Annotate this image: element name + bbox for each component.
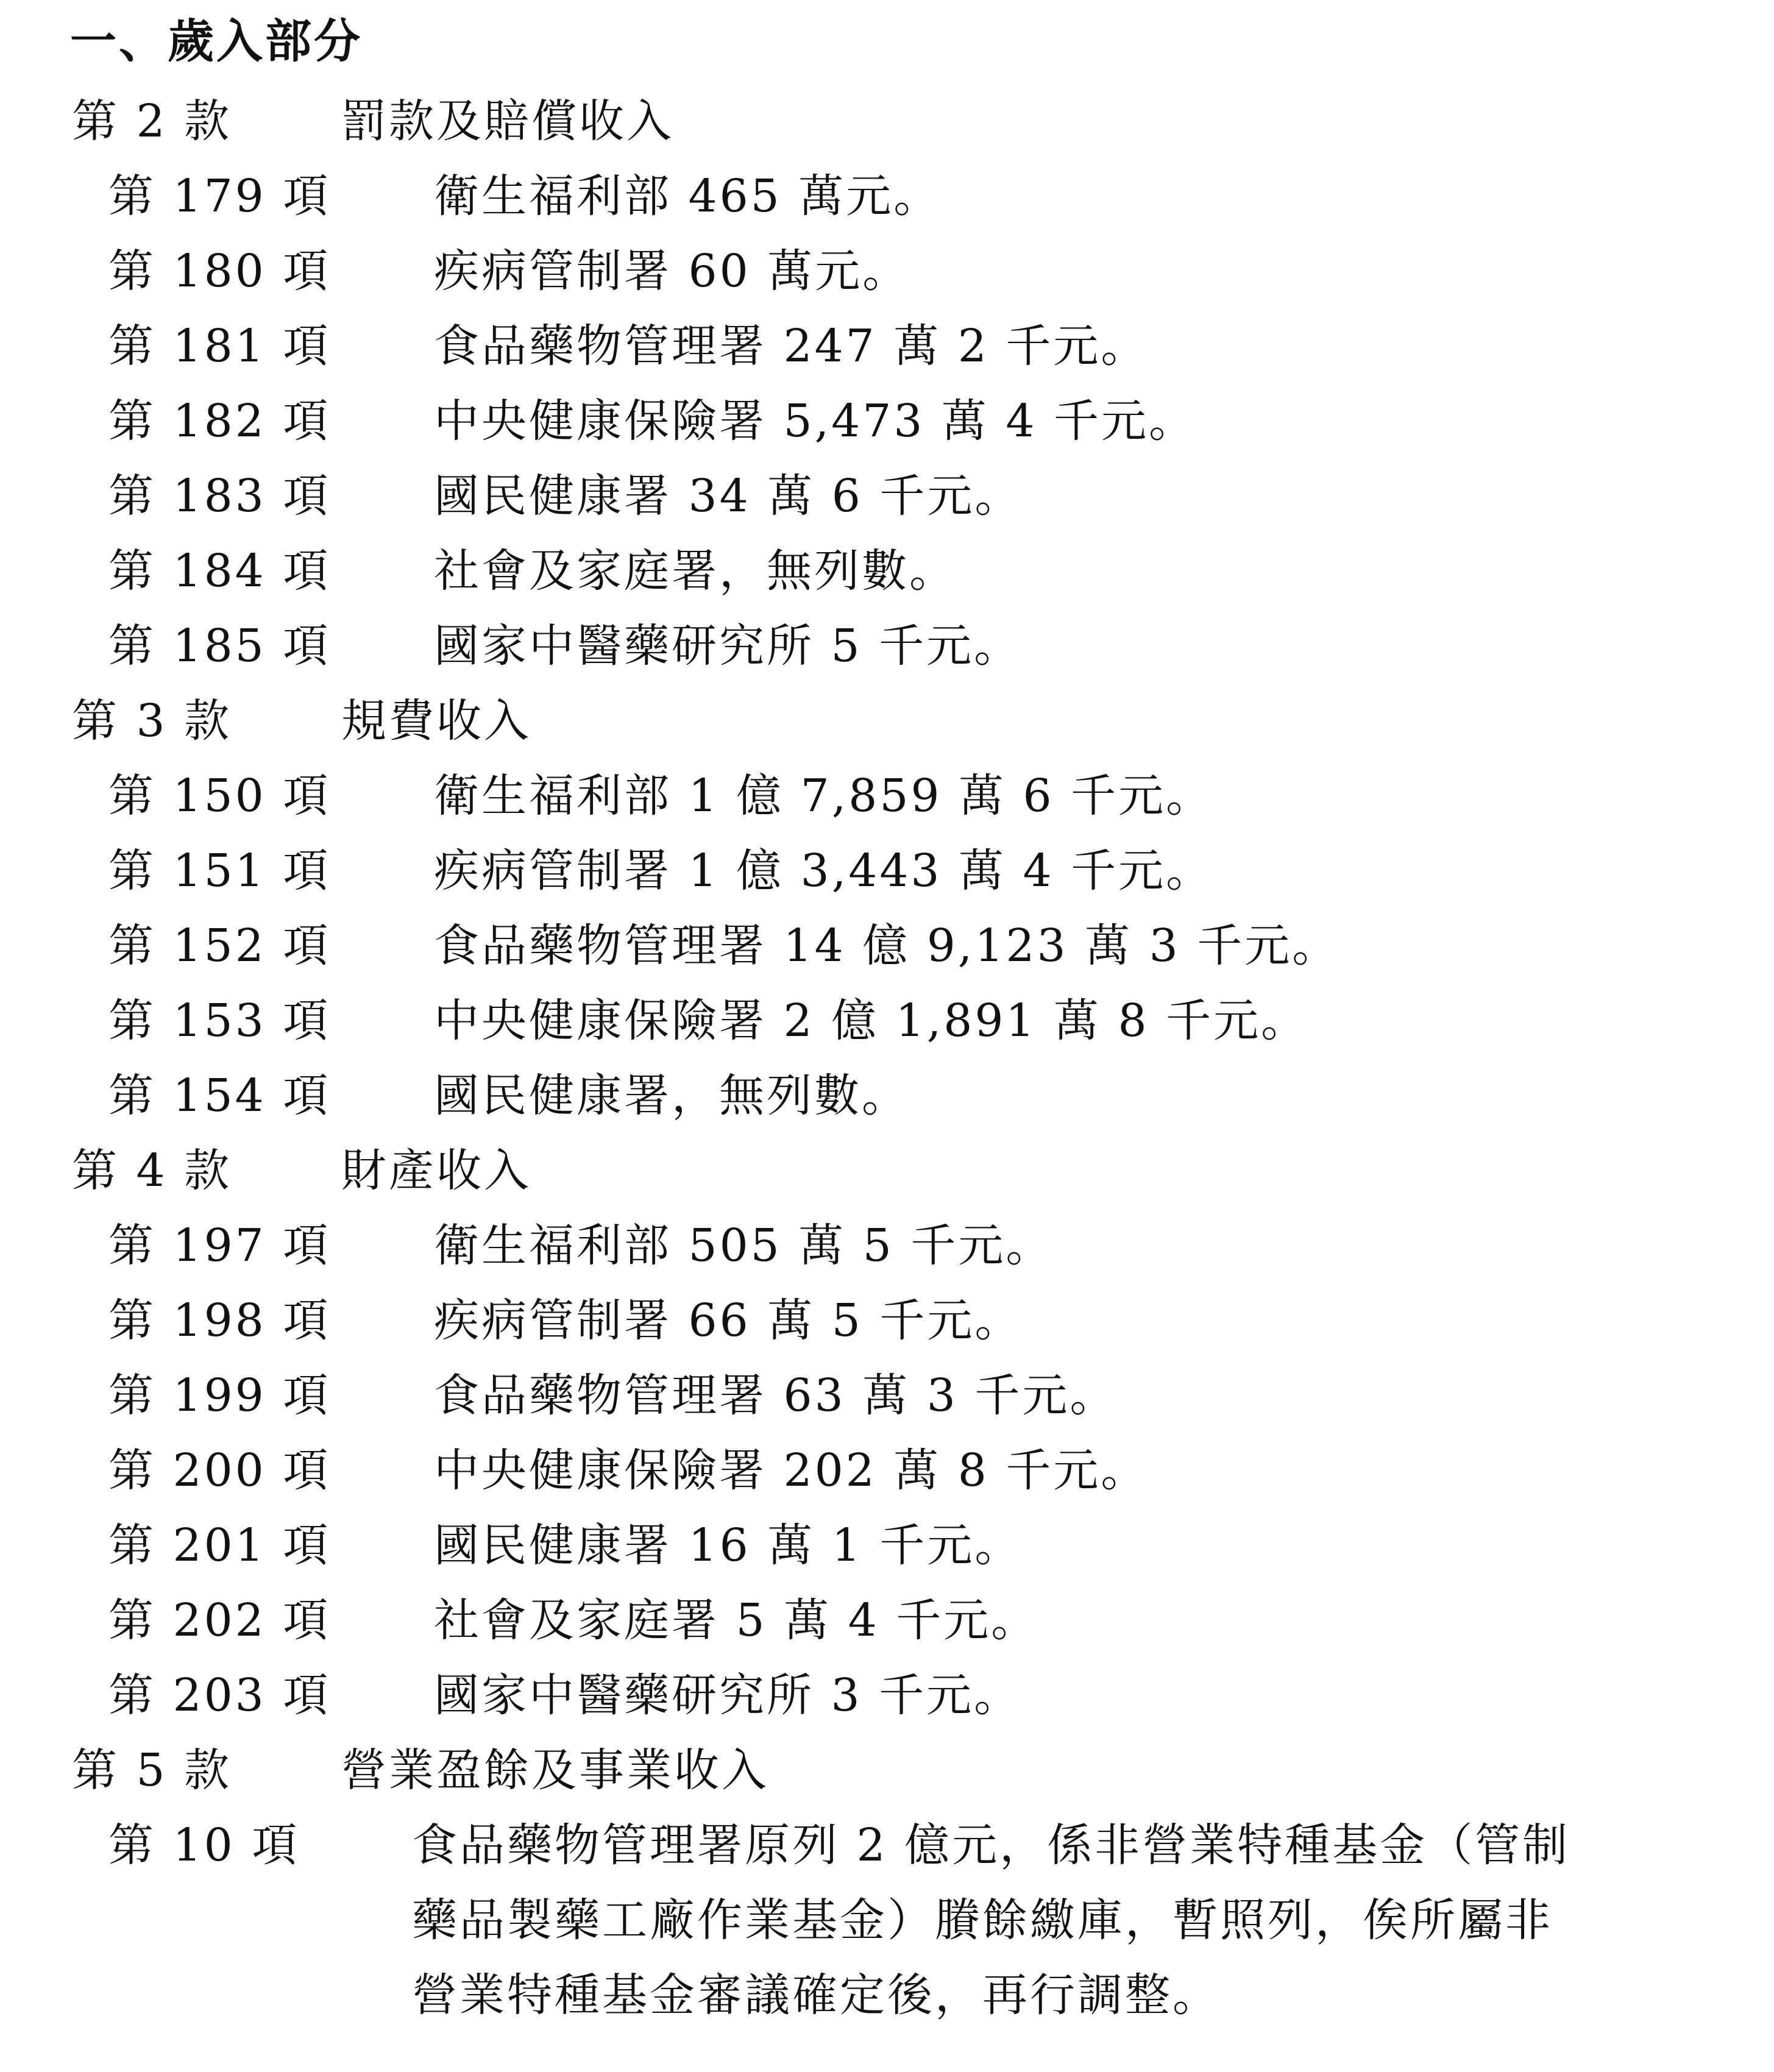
xiang-text: 中央健康保險署 2 億 1,891 萬 8 千元。: [434, 995, 1309, 1047]
xiang-text: 疾病管制署 1 億 3,443 萬 4 千元。: [434, 845, 1214, 897]
xiang-label: 第 203 項: [108, 1669, 331, 1722]
xiang-text: 中央健康保險署 5,473 萬 4 千元。: [434, 395, 1197, 447]
xiang-text: 疾病管制署 66 萬 5 千元。: [434, 1294, 1023, 1347]
xiang-label: 第 200 項: [108, 1444, 331, 1497]
kuan-title: 營業盈餘及事業收入: [341, 1744, 769, 1797]
xiang-text: 食品藥物管理署 247 萬 2 千元。: [434, 320, 1149, 372]
kuan-label: 第 5 款: [72, 1744, 232, 1797]
xiang-text: 衛生福利部 465 萬元。: [434, 170, 942, 222]
xiang-label: 第 202 項: [108, 1594, 331, 1647]
xiang-text: 國民健康署，無列數。: [434, 1070, 909, 1122]
xiang-text: 國民健康署 34 萬 6 千元。: [434, 470, 1023, 522]
xiang-label: 第 185 項: [108, 620, 331, 672]
xiang-label: 第 199 項: [108, 1369, 331, 1422]
xiang-label: 第 180 項: [108, 245, 331, 297]
section-heading: 一、歲入部分: [70, 14, 363, 68]
xiang-label: 第 151 項: [108, 845, 331, 897]
xiang-label: 第 183 項: [108, 470, 331, 522]
xiang-text: 食品藥物管理署 14 億 9,123 萬 3 千元。: [434, 920, 1340, 972]
xiang-text: 社會及家庭署 5 萬 4 千元。: [434, 1594, 1039, 1647]
xiang-label: 第 197 項: [108, 1219, 331, 1272]
xiang-text: 社會及家庭署，無列數。: [434, 545, 957, 597]
xiang-label: 第 152 項: [108, 920, 331, 972]
xiang-label: 第 181 項: [108, 320, 331, 372]
kuan-title: 財產收入: [341, 1144, 531, 1197]
kuan-label: 第 3 款: [72, 695, 232, 747]
xiang-label: 第 184 項: [108, 545, 331, 597]
xiang-text: 疾病管制署 60 萬元。: [434, 245, 910, 297]
kuan-label: 第 4 款: [72, 1144, 232, 1197]
xiang-label: 第 154 項: [108, 1070, 331, 1122]
xiang-text: 中央健康保險署 202 萬 8 千元。: [434, 1444, 1149, 1497]
xiang-text: 國民健康署 16 萬 1 千元。: [434, 1519, 1023, 1572]
xiang-label: 第 10 項: [108, 1819, 300, 1872]
note-line: 食品藥物管理署原列 2 億元，係非營業特種基金（管制: [412, 1819, 1570, 1872]
xiang-text: 國家中醫藥研究所 5 千元。: [434, 620, 1022, 672]
xiang-label: 第 153 項: [108, 995, 331, 1047]
xiang-text: 國家中醫藥研究所 3 千元。: [434, 1669, 1022, 1722]
xiang-label: 第 179 項: [108, 170, 331, 222]
kuan-label: 第 2 款: [72, 95, 232, 147]
xiang-text: 衛生福利部 1 億 7,859 萬 6 千元。: [434, 770, 1214, 822]
kuan-title: 規費收入: [341, 695, 531, 747]
xiang-text: 食品藥物管理署 63 萬 3 千元。: [434, 1369, 1118, 1422]
note-line: 藥品製藥工廠作業基金）賸餘繳庫，暫照列，俟所屬非: [412, 1894, 1553, 1946]
xiang-label: 第 201 項: [108, 1519, 331, 1572]
kuan-title: 罰款及賠償收入: [341, 95, 674, 147]
xiang-label: 第 150 項: [108, 770, 331, 822]
xiang-label: 第 198 項: [108, 1294, 331, 1347]
xiang-label: 第 182 項: [108, 395, 331, 447]
note-line: 營業特種基金審議確定後，再行調整。: [412, 1969, 1220, 2021]
xiang-text: 衛生福利部 505 萬 5 千元。: [434, 1219, 1054, 1272]
